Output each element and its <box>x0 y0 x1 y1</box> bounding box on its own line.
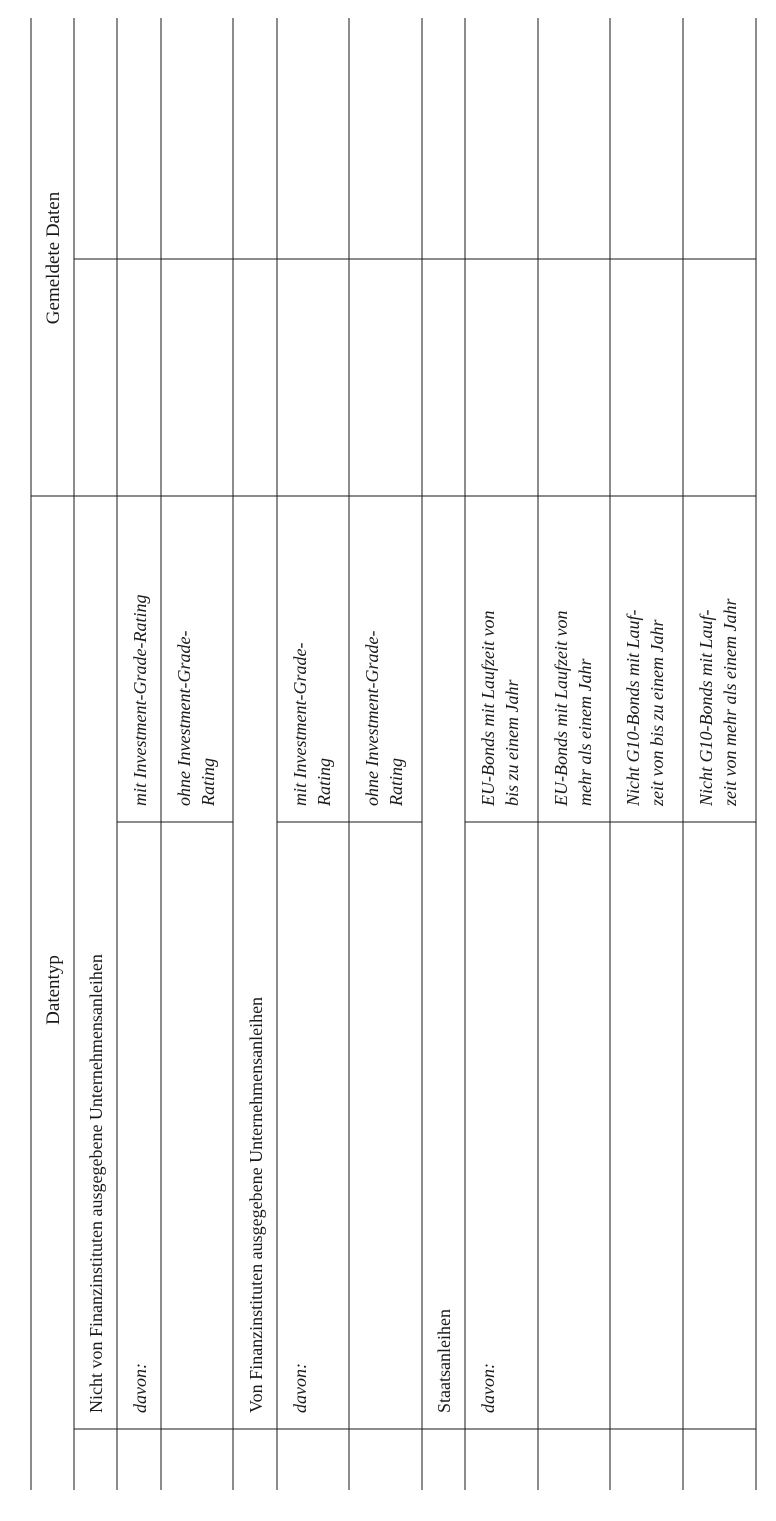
sub-label: mehr als einem Jahr <box>575 658 595 806</box>
sub-label: zeit von mehr als einem Jahr <box>720 598 740 806</box>
header-gemeldete-daten: Gemeldete Daten <box>43 191 64 325</box>
sub-label: Nicht G10-Bonds mit Lauf- <box>696 609 716 806</box>
row-label-staatsanleihen: Staatsanleihen <box>434 1309 454 1413</box>
davon-label: davon: <box>130 1363 150 1413</box>
sub-label: zeit von bis zu einem Jahr <box>647 619 667 806</box>
sub-label: Rating <box>198 758 218 806</box>
sub-label: ohne Investment-Grade- <box>362 630 382 806</box>
sub-label: EU-Bonds mit Laufzeit von <box>478 610 498 806</box>
sub-label: EU-Bonds mit Laufzeit von <box>551 610 571 806</box>
davon-label: davon: <box>290 1363 310 1413</box>
sub-label: mit Investment-Grade- <box>290 642 310 806</box>
sub-label: Rating <box>314 758 334 806</box>
sub-label: Rating <box>386 758 406 806</box>
row-label-nicht-finanzinstitute: Nicht von Finanzinstituten ausgegebene Unternehmensanleihen <box>86 954 106 1413</box>
row-label-finanzinstitute: Von Finanzinstituten ausgegebene Unternehmensanleihen <box>246 996 266 1413</box>
sub-label: ohne Investment-Grade- <box>174 630 194 806</box>
sub-label: bis zu einem Jahr <box>502 679 522 806</box>
header-datentyp: Datentyp <box>43 955 64 1025</box>
sub-label: Nicht G10-Bonds mit Lauf- <box>623 609 643 806</box>
davon-label: davon: <box>478 1363 498 1413</box>
sub-label: mit Investment-Grade-Rating <box>130 594 150 806</box>
